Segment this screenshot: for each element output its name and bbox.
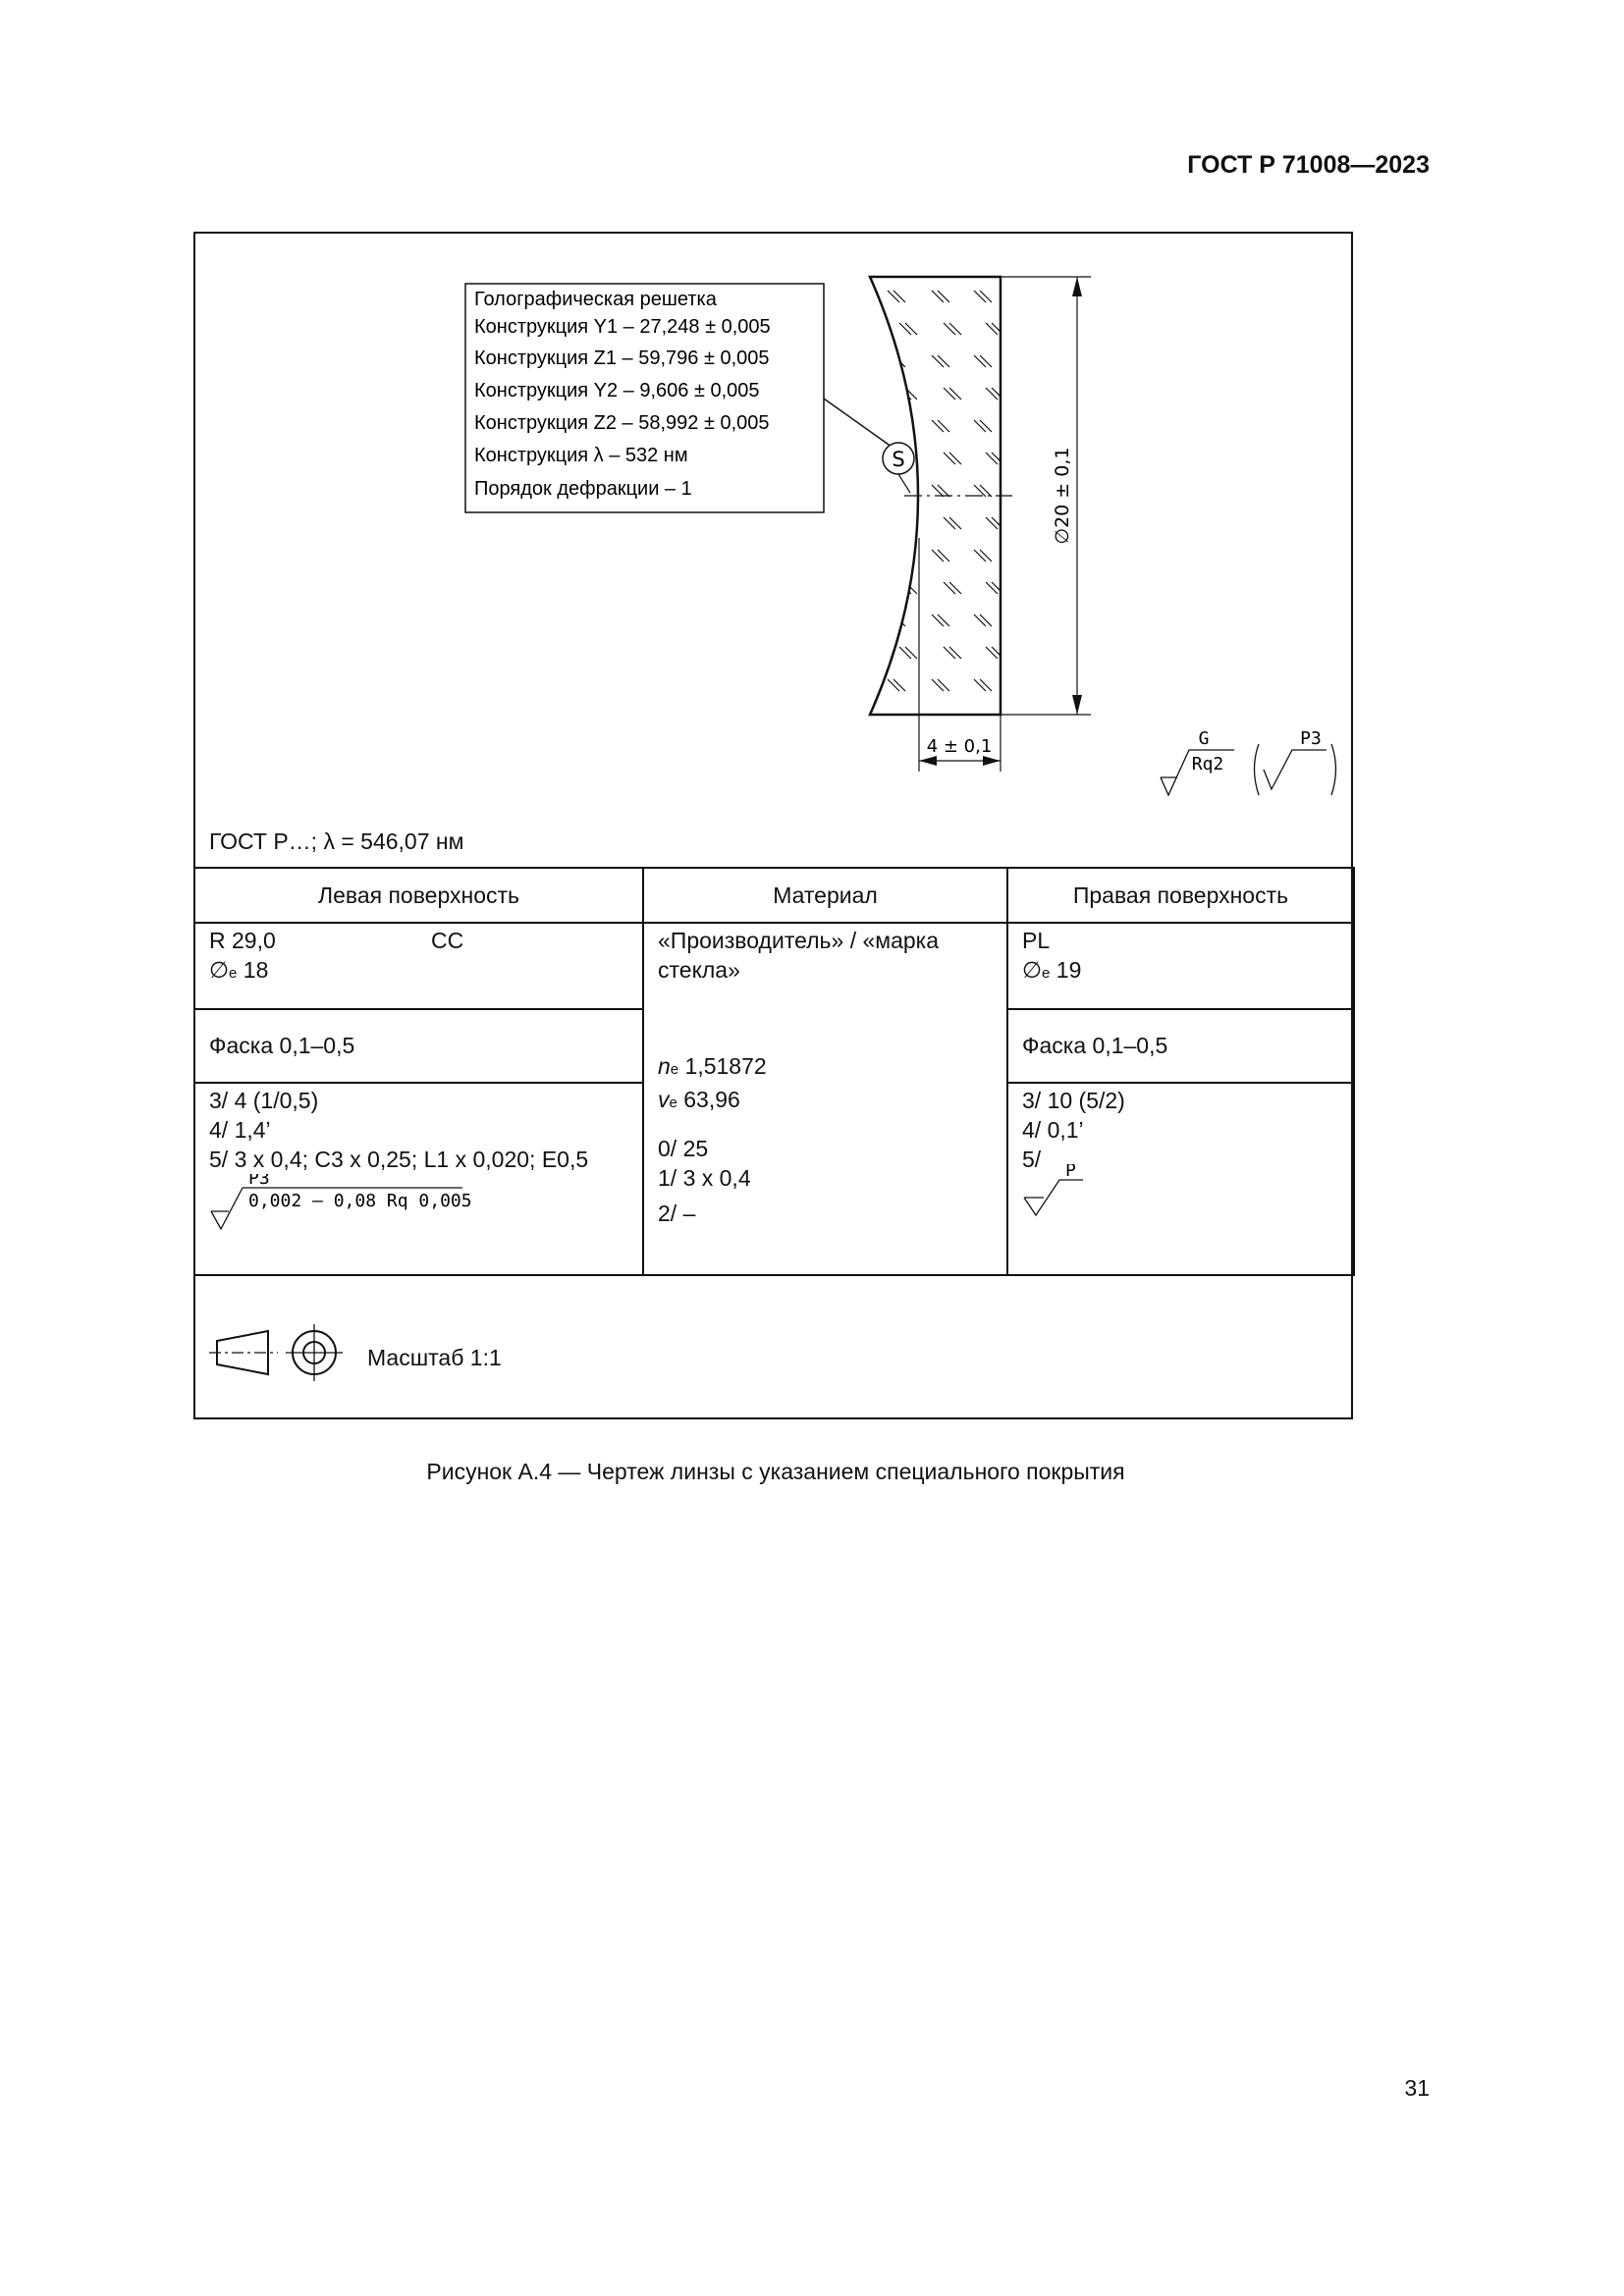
page-number: 31 [1404, 2075, 1430, 2101]
hatch-mark [905, 517, 917, 529]
scale-label: Масштаб 1:1 [367, 1345, 502, 1370]
roughness-top-left: G [1198, 728, 1210, 749]
material-n-symbol: n [658, 1053, 671, 1079]
material-line-2: 2/ – [658, 1201, 696, 1226]
left-chamfer: Фаска 0,1–0,5 [194, 1009, 643, 1083]
right-line-3: 3/ 10 (5/2) [1022, 1088, 1125, 1113]
left-roughness-text: 0,002 – 0,08 Rq 0,005 [248, 1191, 472, 1211]
right-line-5: 5/ [1022, 1147, 1042, 1172]
hatch-mark [944, 453, 955, 464]
surface-marker-label: S [892, 448, 905, 471]
right-roughness-symbol [1022, 1164, 1110, 1219]
hatch-mark [986, 582, 998, 594]
hatch-mark [893, 550, 905, 561]
right-line-4: 4/ 0,1’ [1022, 1117, 1084, 1143]
hatch-mark [938, 679, 949, 691]
hatch-mark [932, 679, 944, 691]
diameter-arrow-bottom [1072, 695, 1082, 715]
hatch-mark [938, 485, 949, 497]
callout-line-4: Конструкция Z2 – 58,992 ± 0,005 [474, 412, 770, 434]
hatch-mark [899, 647, 911, 659]
roughness-symbol-main [1161, 744, 1336, 795]
right-diameter-sub: e [1042, 965, 1051, 982]
hatch-mark [949, 323, 961, 335]
material-name-1: «Производитель» / «марка [658, 928, 940, 953]
hatch-mark [949, 647, 961, 659]
header-material: Материал [643, 868, 1007, 923]
left-radius-cell [194, 923, 643, 1009]
hatch-mark [986, 517, 998, 529]
figure-caption: Рисунок А.4 — Чертеж линзы с указанием специального покрытия [426, 1459, 1125, 1484]
hatch-mark [932, 420, 944, 432]
hatch-mark [980, 355, 992, 367]
right-surface: PL [1022, 928, 1051, 953]
hatch-mark [949, 517, 961, 529]
left-line-4: 4/ 1,4’ [209, 1117, 271, 1143]
hatch-mark [949, 388, 961, 400]
material-n-sub: e [670, 1061, 679, 1078]
hatch-mark [980, 291, 992, 302]
hatch-mark [932, 291, 944, 302]
hatch-mark [980, 420, 992, 432]
hatch-mark [932, 355, 944, 367]
right-diameter-symbol: ∅ [1022, 958, 1043, 984]
left-diameter-value: 18 [243, 957, 269, 983]
hatch-mark [905, 647, 917, 659]
hatch-mark [888, 291, 899, 302]
hatch-mark [888, 679, 899, 691]
right-roughness-top: P [1065, 1164, 1076, 1181]
right-diameter-value: 19 [1056, 957, 1082, 983]
thickness-arrow-right [983, 756, 1001, 766]
marker-leader [898, 474, 910, 493]
hatch-mark [944, 388, 955, 400]
right-tolerances-cell [1007, 1083, 1354, 1275]
roughness-top-right: P3 [1300, 728, 1322, 749]
hatch-mark [974, 291, 986, 302]
left-radius: R 29,0 [209, 928, 276, 953]
hatch-mark [974, 355, 986, 367]
left-diameter-symbol: ∅ [209, 958, 230, 984]
left-tolerances-cell [194, 1083, 643, 1275]
callout-line-1: Конструкция Y1 – 27,248 ± 0,005 [474, 316, 771, 338]
callout-line-6: Порядок дефракции – 1 [474, 478, 692, 500]
right-surface-cell [1007, 923, 1354, 1009]
hatch-mark [949, 453, 961, 464]
hatch-mark [949, 582, 961, 594]
hatch-mark [905, 323, 917, 335]
hatch-mark [944, 517, 955, 529]
left-cc: CC [431, 928, 464, 953]
diameter-arrow-top [1072, 277, 1082, 296]
material-line-0: 0/ 25 [658, 1136, 709, 1161]
glass-hatching [888, 291, 1003, 691]
hatch-mark [932, 614, 944, 626]
material-cell [643, 923, 1007, 1275]
material-n-value: 1,51872 [684, 1053, 767, 1079]
hatch-mark [932, 485, 944, 497]
hatch-mark [938, 614, 949, 626]
hatch-mark [938, 550, 949, 561]
hatch-mark [974, 550, 986, 561]
projection-symbol [209, 1319, 356, 1388]
hatch-mark [888, 485, 899, 497]
right-chamfer: Фаска 0,1–0,5 [1007, 1009, 1354, 1083]
hatch-mark [986, 647, 998, 659]
hatch-mark [980, 614, 992, 626]
hatch-mark [974, 679, 986, 691]
wavelength-note: ГОСТ Р…; λ = 546,07 нм [209, 828, 464, 854]
left-line-3: 3/ 4 (1/0,5) [209, 1088, 319, 1113]
hatch-mark [986, 323, 998, 335]
hatch-mark [893, 291, 905, 302]
callout-line-5: Конструкция λ – 532 нм [474, 445, 688, 466]
hatch-mark [980, 485, 992, 497]
left-line-5: 5/ 3 x 0,4; C3 x 0,25; L1 x 0,020; E0,5 [209, 1147, 589, 1172]
hatch-mark [986, 453, 998, 464]
hatch-mark [944, 582, 955, 594]
hatch-mark [944, 323, 955, 335]
hatch-mark [986, 388, 998, 400]
material-line-1: 1/ 3 x 0,4 [658, 1165, 751, 1191]
hatch-mark [944, 647, 955, 659]
material-v-value: 63,96 [683, 1087, 740, 1112]
hatch-mark [899, 517, 911, 529]
material-v-sub: e [669, 1095, 677, 1111]
hatch-mark [938, 420, 949, 432]
lens-parameter-table [193, 867, 1355, 1276]
thickness-arrow-left [919, 756, 937, 766]
hatch-mark [888, 355, 899, 367]
material-name-2: стекла» [658, 957, 740, 983]
hatch-mark [893, 679, 905, 691]
callout-line-2: Конструкция Z1 – 59,796 ± 0,005 [474, 347, 770, 369]
hatch-mark [980, 550, 992, 561]
left-roughness-symbol [209, 1174, 504, 1237]
hatch-mark [932, 550, 944, 561]
callout-leader [824, 399, 898, 452]
left-roughness-top: P3 [248, 1174, 270, 1189]
thickness-label: 4 ± 0,1 [926, 736, 993, 757]
hatch-mark [938, 291, 949, 302]
hatch-mark [974, 614, 986, 626]
drawing-frame [193, 232, 1353, 1419]
roughness-bottom-left: Rq2 [1191, 754, 1224, 774]
hatch-mark [899, 388, 911, 400]
hatch-mark [888, 614, 899, 626]
hatch-mark [888, 550, 899, 561]
hatch-mark [980, 679, 992, 691]
hatch-mark [938, 355, 949, 367]
header-left-surface: Левая поверхность [194, 868, 643, 923]
document-header: ГОСТ Р 71008—2023 [1187, 151, 1430, 179]
material-v-symbol: v [658, 1087, 670, 1112]
lens-drawing [195, 234, 1355, 867]
hatch-mark [899, 323, 911, 335]
hatch-mark [888, 420, 899, 432]
callout-line-3: Конструкция Y2 – 9,606 ± 0,005 [474, 380, 760, 401]
header-right-surface: Правая поверхность [1007, 868, 1354, 923]
hatch-mark [974, 420, 986, 432]
callout-title: Голографическая решетка [474, 289, 717, 310]
hatch-mark [893, 420, 905, 432]
hatch-mark [974, 485, 986, 497]
left-diameter-sub: e [229, 965, 238, 982]
hatch-mark [893, 485, 905, 497]
diameter-label: ∅20 ± 0,1 [1052, 447, 1073, 545]
